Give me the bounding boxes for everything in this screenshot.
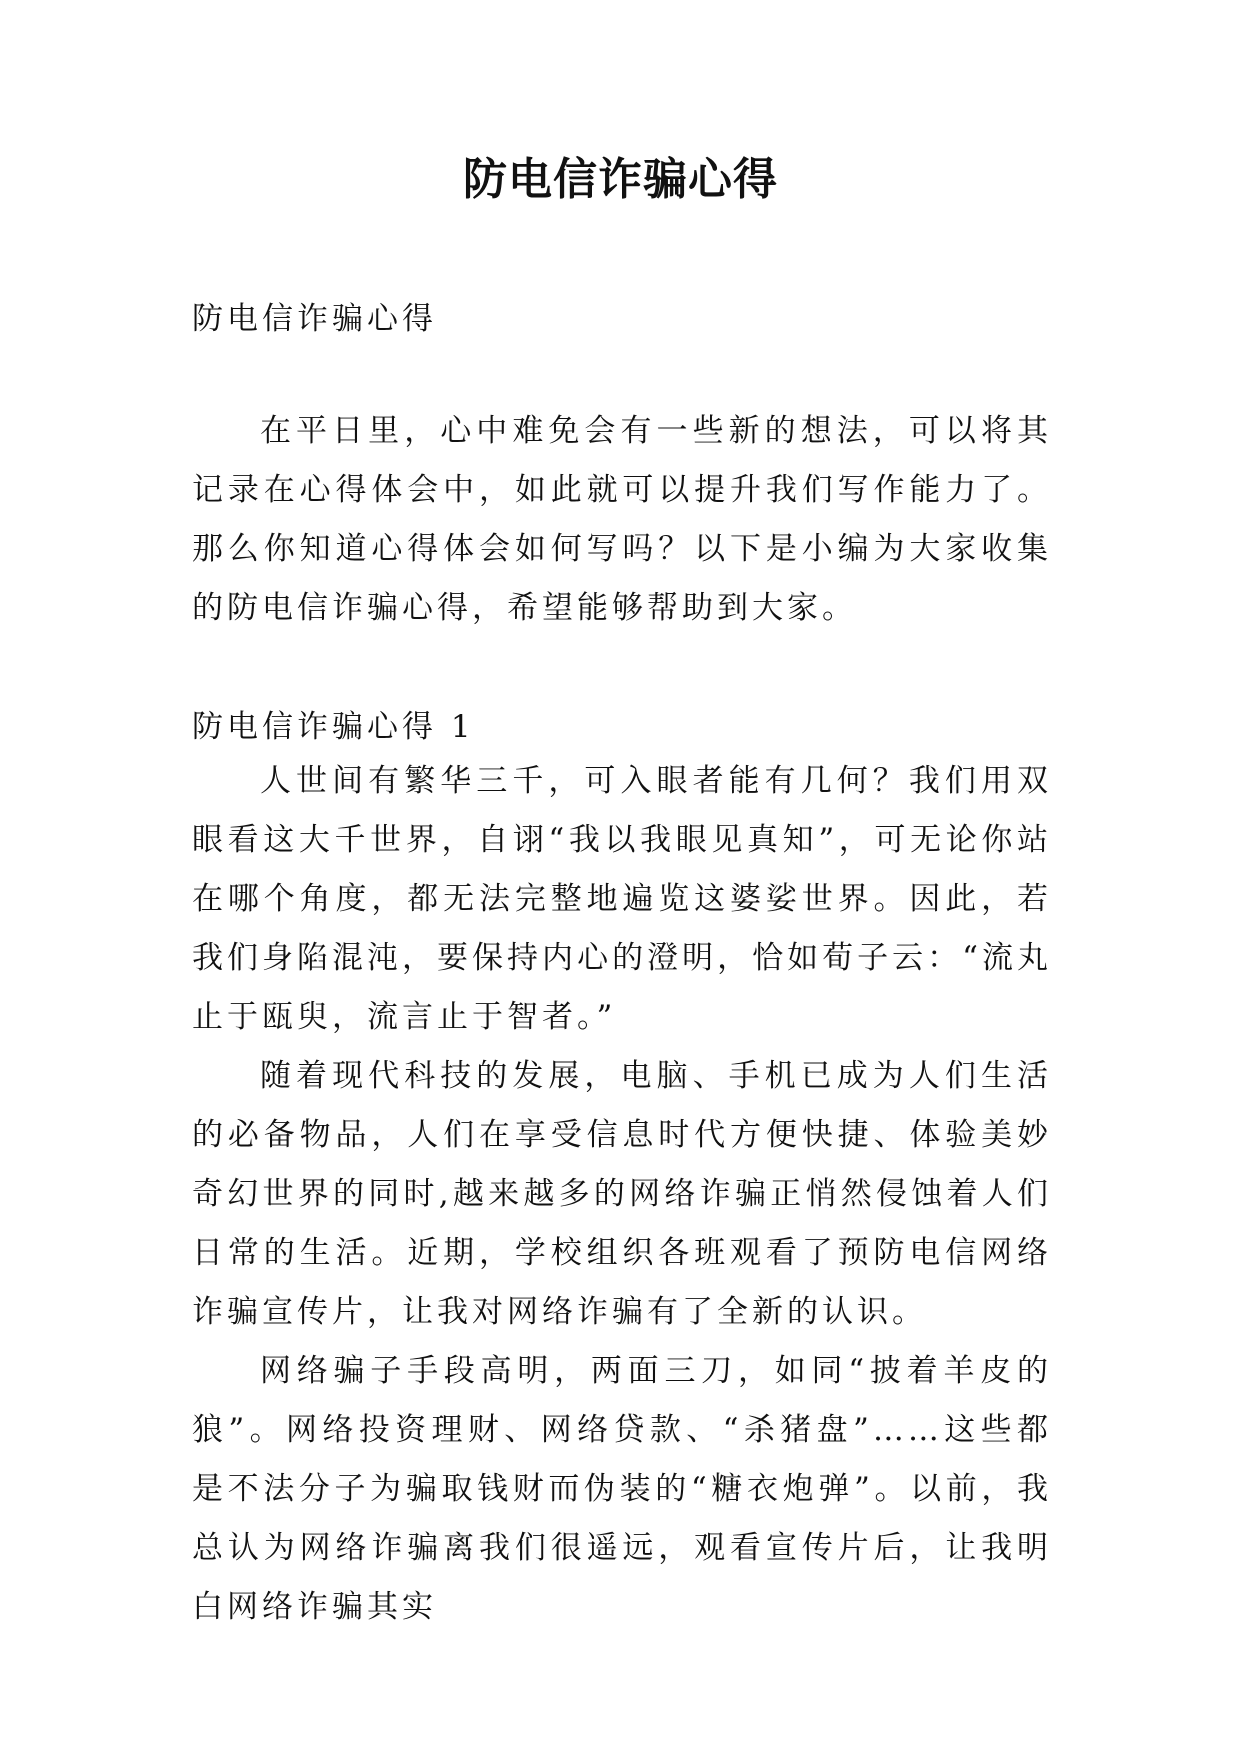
body-paragraph-2: 随着现代科技的发展，电脑、手机已成为人们生活的必备物品，人们在享受信息时代方便快捷、体验美妙奇幻世界的同时,越来越多的网络诈骗正悄然侵蚀着人们日常的生活。近期，学校组织各班观看了预防电信网络诈骗宣传片，让我对网络诈骗有了全新的认识。 — [192, 1058, 1052, 1330]
document-subtitle: 防电信诈骗心得 — [192, 301, 437, 337]
intro-paragraph: 在平日里，心中难免会有一些新的想法，可以将其记录在心得体会中，如此就可以提升我们写作能力了。那么你知道心得体会如何写吗？以下是小编为大家收集的防电信诈骗心得，希望能够帮助到大家。 — [192, 413, 1052, 626]
body-paragraph-3: 网络骗子手段高明，两面三刀，如同“披着羊皮的狼”。网络投资理财、网络贷款、“杀猪盘”……这些都是不法分子为骗取钱财而伪装的“糖衣炮弹”。以前，我总认为网络诈骗离我们很遥远，观看宣传片后，让我明白网络诈骗其实 — [192, 1353, 1052, 1625]
body-paragraph-1: 人世间有繁华三千，可入眼者能有几何？我们用双眼看这大千世界，自诩“我以我眼见真知”，可无论你站在哪个角度，都无法完整地遍览这婆娑世界。因此，若我们身陷混沌，要保持内心的澄明，恰如荀子云：“流丸止于瓯臾，流言止于智者。” — [192, 763, 1052, 1035]
document-title: 防电信诈骗心得 — [463, 154, 778, 205]
section-heading: 防电信诈骗心得 1 — [192, 709, 475, 745]
